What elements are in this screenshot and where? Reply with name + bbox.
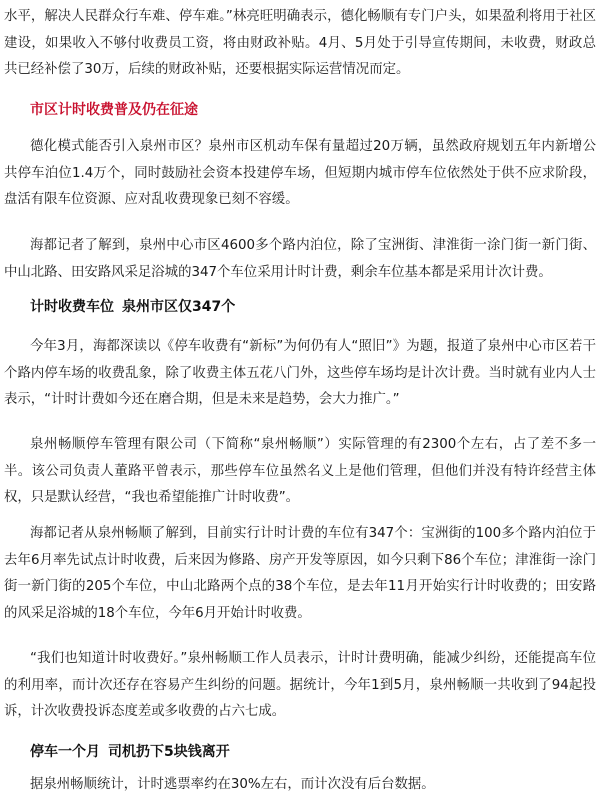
section-heading-3-part-a: 停车一个月 (30, 744, 100, 760)
paragraph-6: 海都记者从泉州畅顺了解到，目前实行计时计费的车位有347个：宝洲街的100多个路内泊位于去年6月率先试点计时收费，后来因为修路、房产开发等原因，如今只剩下86个车位；津淮街一涂门街一新门街的205个车位，中山北路两个点的38个车位，是去年11月开始实行计时收费的；田安路的风采足浴城的18个车位，今年6月开始计时收费。 (4, 526, 596, 621)
paragraph-4: 今年3月，海都深读以《停车收费有“新标”为何仍有人“照旧”》为题，报道了泉州中心市区若干个路内停车场的收费乱象，除了收费主体五花八门外，这些停车场均是计次计费。当时就有业内人士表示，“计时计费如今还在磨合期，但是未来是趋势，会大力推广。” (4, 339, 596, 407)
section-heading-3 (30, 741, 230, 763)
paragraph-5: 泉州畅顺停车管理有限公司（下简称“泉州畅顺”）实际管理的有2300个左右，占了差不多一半。该公司负责人董路平曾表示，那些停车位虽然名义上是他们管理，但他们并没有特许经营主体权，只是默认经营，“我也希望能推广计时收费”。 (4, 437, 596, 505)
section-heading-2-part-b: 泉州市区仅347个 (122, 299, 236, 315)
paragraph-3: 海都记者了解到，泉州中心市区4600多个路内泊位，除了宝洲街、津淮街一涂门街一新门街、中山北路、田安路风采足浴城的347个车位采用计时计费，剩余车位基本都是采用计次计费。 (4, 238, 596, 280)
paragraph-7: “我们也知道计时收费好。”泉州畅顺工作人员表示，计时计费明确，能减少纠纷，还能提高车位的利用率，而计次还存在容易产生纠纷的问题。据统计，今年1到5月，泉州畅顺一共收到了94起投诉，计次收费投诉态度差或多收费的占六七成。 (4, 651, 596, 719)
paragraph-2: 德化模式能否引入泉州市区？泉州市区机动车保有量超过20万辆，虽然政府规划五年内新增公共停车泊位1.4万个，同时鼓励社会资本投建停车场，但短期内城市停车位依然处于供不应求阶段，盘活有限车位资源、应对乱收费现象已刻不容缓。 (4, 139, 596, 207)
section-heading-2 (30, 296, 235, 318)
section-heading-red: 市区计时收费普及仍在征途 (30, 102, 198, 118)
section-heading-3-part-b: 司机扔下5块钱离开 (108, 744, 230, 760)
paragraph-1: 水平，解决人民群众行车难、停车难。”林亮旺明确表示，德化畅顺有专门户头，如果盈利将用于社区建设，如果收入不够付收费员工资，将由财政补贴。4月、5月处于引导宣传期间，未收费，财政总共已经补偿了30万，后续的财政补贴，还要根据实际运营情况而定。 (4, 9, 596, 77)
paragraph-8: 据泉州畅顺统计，计时逃票率约在30%左右，而计次没有后台数据。 (30, 777, 435, 792)
section-heading-2-part-a: 计时收费车位 (30, 299, 114, 315)
